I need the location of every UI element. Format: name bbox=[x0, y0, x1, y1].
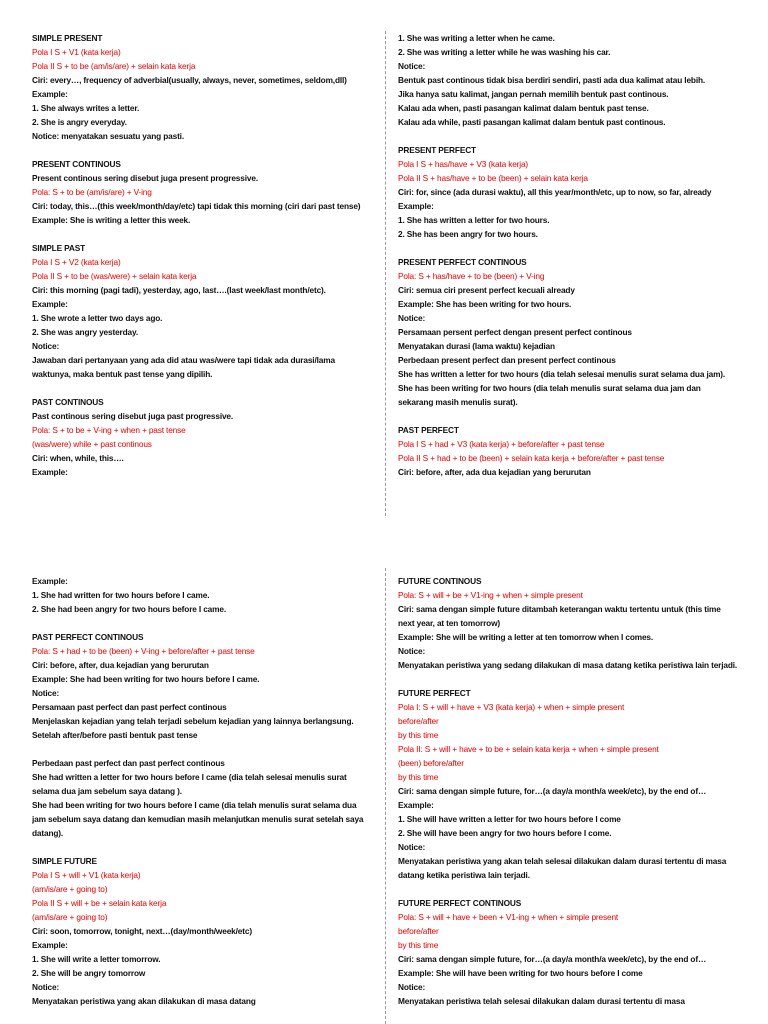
text-line: 2. She is angry everyday. bbox=[32, 117, 127, 127]
text-line: Ciri: semua ciri present perfect kecuali already bbox=[398, 285, 575, 295]
text-line: Example: She has been writing for two hours. bbox=[398, 299, 572, 309]
formula-line: (was/were) while + past continous bbox=[32, 439, 152, 449]
text-line: Persamaan past perfect dan past perfect continous bbox=[32, 702, 227, 712]
text-line: Example: She is writing a letter this week. bbox=[32, 215, 191, 225]
text-line: Notice: bbox=[398, 982, 426, 992]
text-line: 2. She has been angry for two hours. bbox=[398, 229, 538, 239]
text-line: Notice: menyatakan sesuatu yang pasti. bbox=[32, 131, 184, 141]
text-line: Ciri: when, while, this…. bbox=[32, 453, 124, 463]
formula-line: (been) before/after bbox=[398, 758, 464, 768]
text-line: Present continous sering disebut juga present progressive. bbox=[32, 173, 258, 183]
spacer bbox=[32, 381, 372, 395]
text-line: She had been writing for two hours before I came (dia telah menulis surat selama dua jam sebelum saya datang dan kemudian masih melanjutkan menulis surat setelah saya datang). bbox=[32, 800, 364, 838]
formula-line: Pola I S + V1 (kata kerja) bbox=[32, 47, 121, 57]
formula-line: Pola: S + to be + V-ing + when + past tense bbox=[32, 425, 186, 435]
text-line: Notice: bbox=[32, 688, 60, 698]
text-line: Menyatakan peristiwa telah selesai dilakukan dalam durasi tertentu di masa bbox=[398, 996, 685, 1006]
formula-line: Pola: S + has/have + to be (been) + V-ing bbox=[398, 271, 545, 281]
spacer bbox=[32, 143, 372, 157]
formula-line: Pola II S + will + be + selain kata kerja bbox=[32, 898, 167, 908]
spacer bbox=[32, 742, 372, 756]
formula-line: Pola: S + will + have + been + V1-ing + when + simple present bbox=[398, 912, 619, 922]
text-line: Example: She will have been writing for two hours before I come bbox=[398, 968, 643, 978]
text-line: She has written a letter for two hours (dia telah selesai menulis surat selama dua jam). bbox=[398, 369, 726, 379]
text-line: Ciri: sama dengan simple future, for…(a day/a month/a week/etc), by the end of… bbox=[398, 954, 707, 964]
text-line: Ciri: sama dengan simple future, for…(a day/a month/a week/etc), by the end of… bbox=[398, 786, 707, 796]
formula-line: Pola II S + had + to be (been) + selain kata kerja + before/after + past tense bbox=[398, 453, 665, 463]
spacer bbox=[398, 672, 738, 686]
text-line: Menyatakan peristiwa yang akan telah selesai dilakukan dalam durasi tertentu di masa datang ketika peristiwa lain terjadi. bbox=[398, 856, 727, 880]
section-heading: PAST PERFECT CONTINOUS bbox=[32, 632, 144, 642]
text-line: Ciri: before, after, dua kejadian yang berurutan bbox=[32, 660, 209, 670]
center-divider-bottom bbox=[385, 568, 386, 1024]
text-line: Ciri: this morning (pagi tadi), yesterday, ago, last….(last week/last month/etc). bbox=[32, 285, 326, 295]
text-line: 2. She had been angry for two hours before I came. bbox=[32, 604, 226, 614]
formula-line: Pola: S + will + be + V1-ing + when + simple present bbox=[398, 590, 583, 600]
text-line: 2. She was writing a letter while he was washing his car. bbox=[398, 47, 611, 57]
formula-line: Pola II S + to be (am/is/are) + selain kata kerja bbox=[32, 61, 196, 71]
text-line: Example: bbox=[32, 467, 68, 477]
page-panel-top-left bbox=[32, 31, 372, 516]
page-panel-bottom-right bbox=[398, 574, 738, 1024]
text-line: Menyatakan peristiwa yang akan dilakukan di masa datang bbox=[32, 996, 256, 1006]
text-line: Notice: bbox=[398, 61, 426, 71]
text-line: Persamaan persent perfect dengan present perfect continous bbox=[398, 327, 632, 337]
formula-line: Pola: S + had + to be (been) + V-ing + before/after + past tense bbox=[32, 646, 255, 656]
text-line: Example: bbox=[32, 576, 68, 586]
formula-line: before/after bbox=[398, 926, 439, 936]
text-line: Setelah after/before pasti bentuk past tense bbox=[32, 730, 198, 740]
text-line: Notice: bbox=[32, 982, 60, 992]
section-heading: FUTURE PERFECT CONTINOUS bbox=[398, 898, 522, 908]
text-line: Past continous sering disebut juga past progressive. bbox=[32, 411, 234, 421]
section-heading: PAST CONTINOUS bbox=[32, 397, 104, 407]
text-line: She has been writing for two hours (dia telah menulis surat selama dua jam dan sekarang masih menulis surat). bbox=[398, 383, 701, 407]
text-line: Kalau ada while, pasti pasangan kalimat dalam bentuk past continous. bbox=[398, 117, 666, 127]
section-heading: FUTURE CONTINOUS bbox=[398, 576, 482, 586]
formula-line: Pola I S + V2 (kata kerja) bbox=[32, 257, 121, 267]
formula-line: Pola II S + has/have + to be (been) + selain kata kerja bbox=[398, 173, 588, 183]
text-line: 1. She will have written a letter for two hours before I come bbox=[398, 814, 621, 824]
formula-line: by this time bbox=[398, 730, 439, 740]
formula-line: by this time bbox=[398, 940, 439, 950]
text-line: Ciri: before, after, ada dua kejadian yang berurutan bbox=[398, 467, 591, 477]
text-line: Perbedaan past perfect dan past perfect continous bbox=[32, 758, 225, 768]
section-heading: SIMPLE FUTURE bbox=[32, 856, 97, 866]
formula-line: (am/is/are + going to) bbox=[32, 884, 108, 894]
text-line: Notice: bbox=[398, 313, 426, 323]
section-heading: PAST PERFECT bbox=[398, 425, 459, 435]
text-line: Example: bbox=[32, 89, 68, 99]
formula-line: Pola I S + will + V1 (kata kerja) bbox=[32, 870, 141, 880]
text-line: 1. She always writes a letter. bbox=[32, 103, 140, 113]
text-line: 1. She had written for two hours before I came. bbox=[32, 590, 210, 600]
text-line: Jawaban dari pertanyaan yang ada did atau was/were tapi tidak ada durasi/lama waktunya, maka bentuk past tense yang dipilih. bbox=[32, 355, 335, 379]
text-line: Jika hanya satu kalimat, jangan pernah memilih bentuk past continous. bbox=[398, 89, 669, 99]
text-line: 1. She will write a letter tomorrow. bbox=[32, 954, 161, 964]
text-line: 1. She has written a letter for two hours. bbox=[398, 215, 550, 225]
page-panel-top-right bbox=[398, 31, 738, 516]
spacer bbox=[398, 882, 738, 896]
text-line: Perbedaan present perfect dan present perfect continous bbox=[398, 355, 616, 365]
text-line: Menyatakan peristiwa yang sedang dilakukan di masa datang ketika peristiwa lain terjadi. bbox=[398, 660, 738, 670]
section-heading: SIMPLE PRESENT bbox=[32, 33, 103, 43]
formula-line: Pola II: S + will + have + to be + selain kata kerja + when + simple present bbox=[398, 744, 659, 754]
formula-line: Pola: S + to be (am/is/are) + V-ing bbox=[32, 187, 152, 197]
text-line: Ciri: today, this…(this week/month/day/etc) tapi tidak this morning (ciri dari past tense) bbox=[32, 201, 361, 211]
section-heading: PRESENT PERFECT CONTINOUS bbox=[398, 257, 527, 267]
spacer bbox=[32, 840, 372, 854]
text-line: Ciri: sama dengan simple future ditambah keterangan waktu tertentu untuk (this time next year, at ten tomorrow) bbox=[398, 604, 721, 628]
section-heading: PRESENT CONTINOUS bbox=[32, 159, 121, 169]
text-line: Example: bbox=[398, 201, 434, 211]
formula-line: Pola I: S + will + have + V3 (kata kerja) + when + simple present bbox=[398, 702, 625, 712]
text-line: 1. She wrote a letter two days ago. bbox=[32, 313, 163, 323]
text-line: Ciri: for, since (ada durasi waktu), all this year/month/etc, up to now, so far, already bbox=[398, 187, 712, 197]
formula-line: (am/is/are + going to) bbox=[32, 912, 108, 922]
text-line: She had written a letter for two hours before I came (dia telah selesai menulis surat selama dua jam sebelum saya datang ). bbox=[32, 772, 347, 796]
formula-line: before/after bbox=[398, 716, 439, 726]
text-line: Example: She will be writing a letter at ten tomorrow when I comes. bbox=[398, 632, 654, 642]
section-heading: SIMPLE PAST bbox=[32, 243, 86, 253]
text-line: 2. She will have been angry for two hours before I come. bbox=[398, 828, 612, 838]
spacer bbox=[32, 616, 372, 630]
text-line: Notice: bbox=[398, 842, 426, 852]
text-line: Ciri: soon, tomorrow, tonight, next…(day/month/week/etc) bbox=[32, 926, 252, 936]
text-line: Example: bbox=[398, 800, 434, 810]
text-line: Menjelaskan kejadian yang telah terjadi sebelum kejadian yang lainnya berlangsung. bbox=[32, 716, 354, 726]
center-divider-top bbox=[385, 31, 386, 516]
spacer bbox=[32, 227, 372, 241]
page-panel-bottom-left bbox=[32, 574, 372, 1024]
formula-line: Pola I S + has/have + V3 (kata kerja) bbox=[398, 159, 529, 169]
text-line: 2. She will be angry tomorrow bbox=[32, 968, 146, 978]
text-line: 2. She was angry yesterday. bbox=[32, 327, 139, 337]
spacer bbox=[398, 409, 738, 423]
text-line: 1. She was writing a letter when he came. bbox=[398, 33, 555, 43]
text-line: Ciri: every…, frequency of adverbial(usually, always, never, sometimes, seldom,dll) bbox=[32, 75, 347, 85]
text-line: Notice: bbox=[32, 341, 60, 351]
text-line: Bentuk past continous tidak bisa berdiri sendiri, pasti ada dua kalimat atau lebih. bbox=[398, 75, 706, 85]
section-heading: PRESENT PERFECT bbox=[398, 145, 476, 155]
text-line: Example: She had been writing for two hours before I came. bbox=[32, 674, 260, 684]
text-line: Example: bbox=[32, 940, 68, 950]
spacer bbox=[398, 129, 738, 143]
section-heading: FUTURE PERFECT bbox=[398, 688, 471, 698]
text-line: Kalau ada when, pasti pasangan kalimat dalam bentuk past tense. bbox=[398, 103, 649, 113]
spacer bbox=[398, 241, 738, 255]
formula-line: Pola I S + had + V3 (kata kerja) + before/after + past tense bbox=[398, 439, 605, 449]
formula-line: by this time bbox=[398, 772, 439, 782]
text-line: Notice: bbox=[398, 646, 426, 656]
text-line: Menyatakan durasi (lama waktu) kejadian bbox=[398, 341, 555, 351]
text-line: Example: bbox=[32, 299, 68, 309]
formula-line: Pola II S + to be (was/were) + selain kata kerja bbox=[32, 271, 197, 281]
